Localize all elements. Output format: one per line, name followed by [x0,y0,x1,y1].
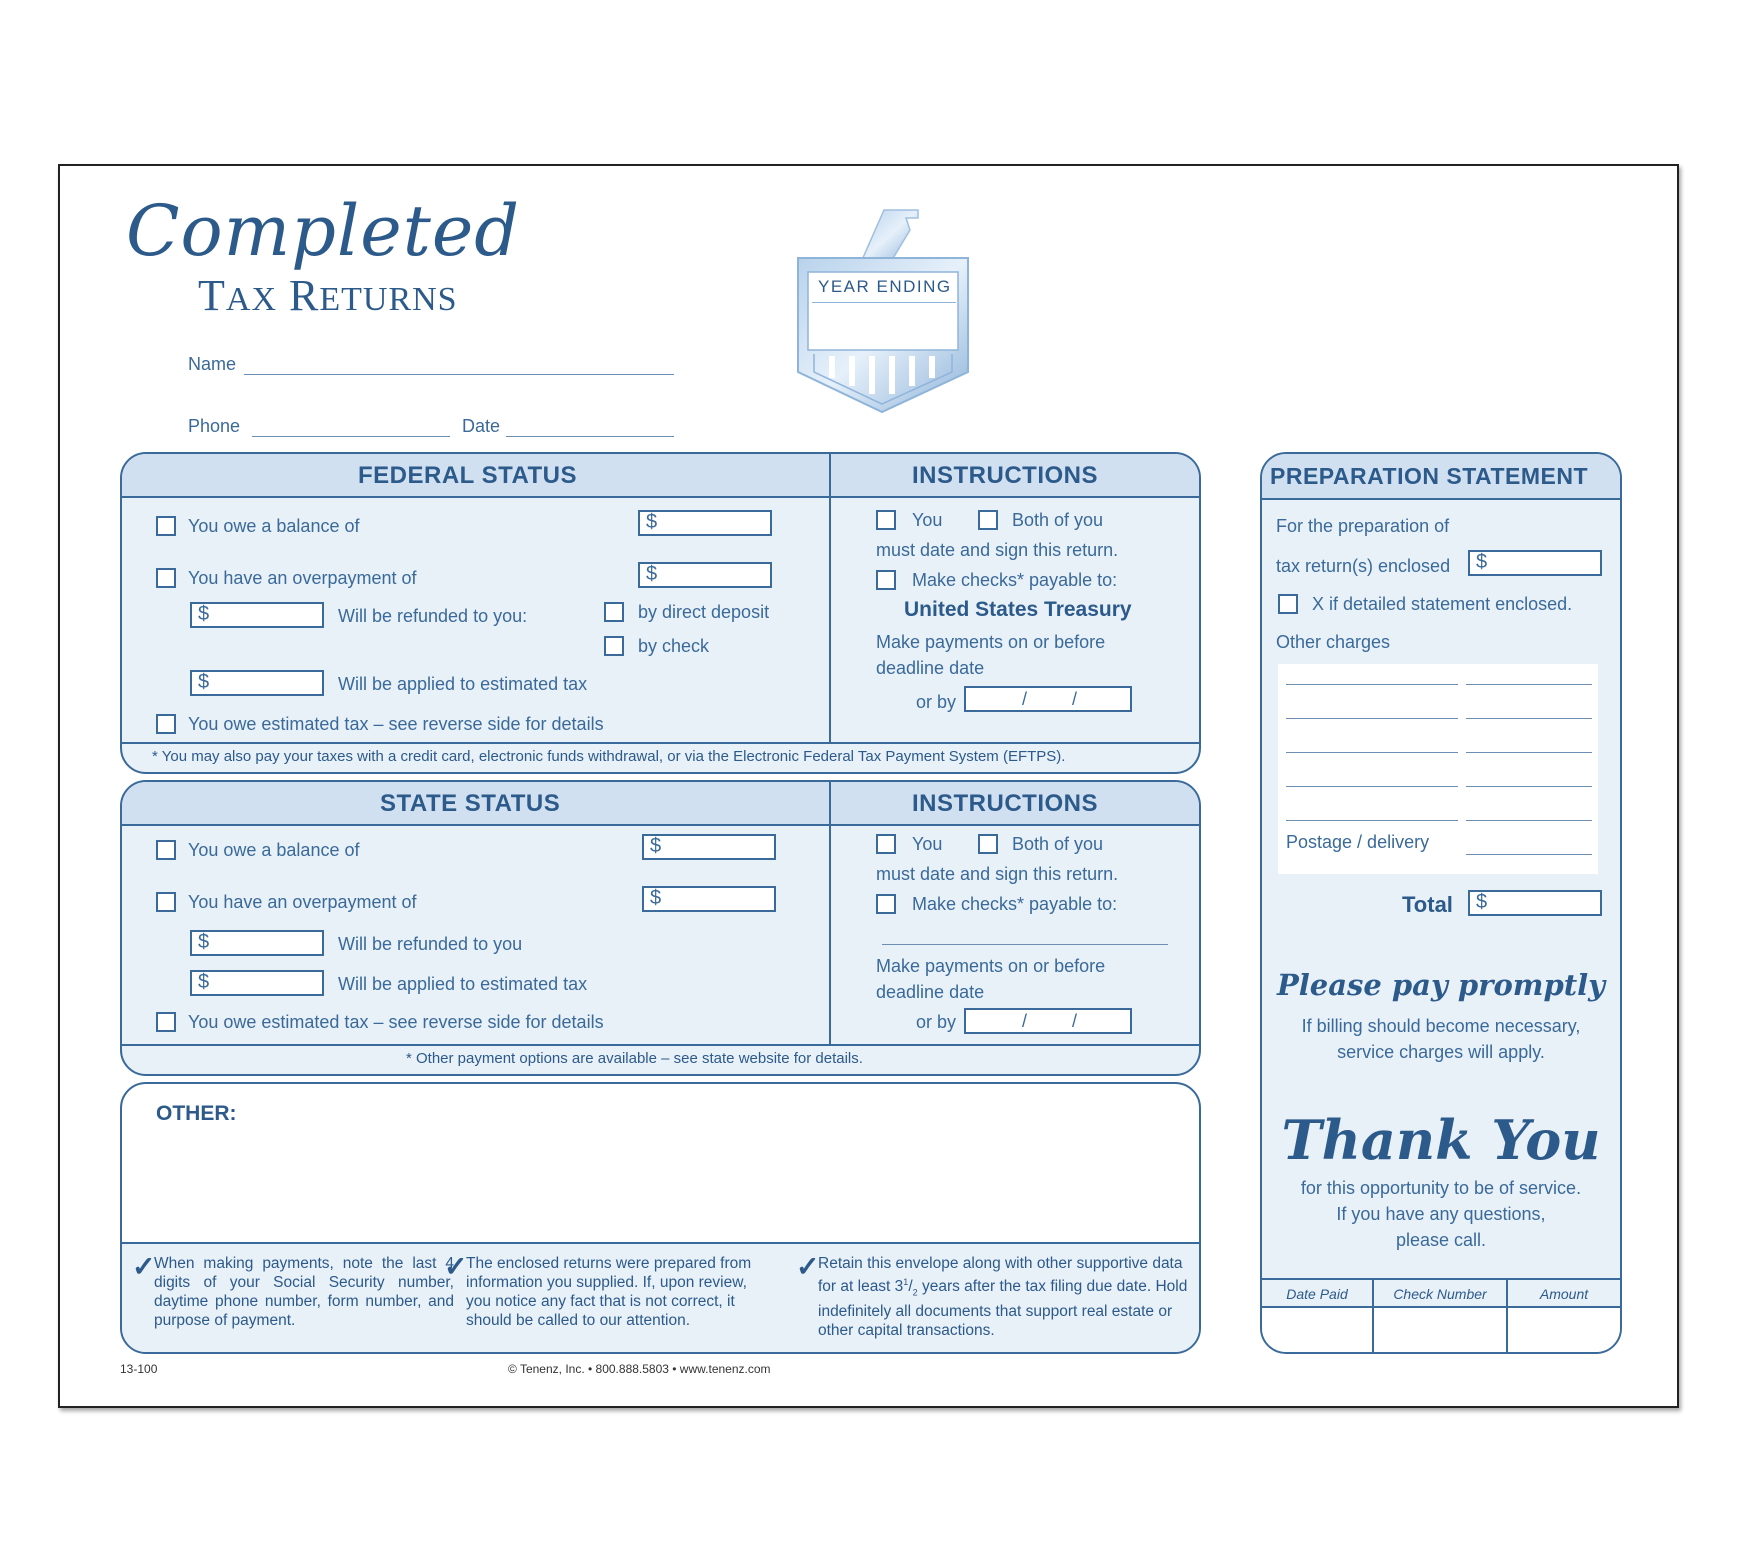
federal-deadline: deadline date [876,658,985,678]
federal-heading: FEDERAL STATUS [358,462,578,489]
other-charges-table [1278,664,1598,874]
payment-record-table [1262,1278,1620,1354]
state-applied-label: Will be applied to estimated tax [338,974,588,994]
thank-you: Thank You [1281,1108,1601,1172]
other-tips-strip [122,1242,1199,1354]
federal-owe-estimated-label: You owe estimated tax – see reverse side for details [188,714,604,734]
federal-you-label: You [912,510,943,530]
form-number: 13-100 [120,1362,158,1376]
state-you-checkbox[interactable] [876,834,896,854]
state-must-sign: must date and sign this return. [876,864,1119,884]
federal-or-by: or by [916,692,957,712]
direct-deposit-label: by direct deposit [638,602,770,622]
state-owe-estimated-checkbox[interactable] [156,1012,176,1032]
state-applied-amount[interactable]: $ [190,970,324,996]
eagle-shield-icon [792,206,974,416]
other-notes-area[interactable] [122,1124,1199,1242]
checkmark-icon: ✓ [796,1251,820,1282]
federal-must-sign: must date and sign this return. [876,540,1119,560]
charge-desc-line[interactable] [1286,718,1458,719]
state-both-label: Both of you [1012,834,1104,854]
opportunity-line-3: please call. [1395,1230,1487,1250]
federal-panel [120,452,1201,774]
tip-retain: Retain this envelope along with other supportive data for at least $3^1/_2$ years after the tax filing due date. Hold indefinitely all documents that support real estate or other capital transactions. [818,1255,1188,1340]
federal-footnote: * You may also pay your taxes with a credit card, electronic funds withdrawal, or via the Electronic Federal Tax Payment System (EFTPS). [152,748,1066,765]
state-instructions-heading: INSTRUCTIONS [912,790,1098,817]
date-paid-cell[interactable] [1262,1308,1372,1354]
form-title: Completed [126,190,521,272]
preparation-heading: PREPARATION STATEMENT [1270,463,1589,489]
state-payee-line[interactable] [882,944,1168,945]
federal-applied-label: Will be applied to estimated tax [338,674,588,694]
state-owe-balance-label: You owe a balance of [188,840,360,860]
federal-overpayment-checkbox[interactable] [156,568,176,588]
federal-owe-balance-checkbox[interactable] [156,516,176,536]
col-date-paid: Date Paid [1286,1286,1348,1302]
state-panel [120,780,1201,1076]
phone-label: Phone [188,416,241,436]
tip-payments: When making payments, note the last 4 digits of your Social Security number, daytime phone number, form number, and purpose of payment. [154,1255,454,1329]
name-field[interactable] [244,354,674,375]
state-or-by-date[interactable]: / / [964,1008,1132,1034]
state-overpayment-label: You have an overpayment of [188,892,417,912]
by-check-checkbox[interactable] [604,636,624,656]
federal-owe-balance-label: You owe a balance of [188,516,360,536]
amount-cell[interactable] [1508,1308,1620,1354]
state-you-label: You [912,834,943,854]
other-charges-label: Other charges [1276,632,1391,652]
federal-owe-estimated-checkbox[interactable] [156,714,176,734]
federal-make-checks-label: Make checks* payable to: [912,570,1118,590]
state-owe-balance-amount[interactable]: $ [642,834,776,860]
federal-overpayment-amount[interactable]: $ [638,562,772,588]
other-panel [120,1082,1201,1354]
billing-line-1: If billing should become necessary, [1301,1016,1581,1036]
charge-desc-line[interactable] [1286,820,1458,821]
date-field[interactable] [506,416,674,437]
charge-desc-line[interactable] [1286,684,1458,685]
postage-label: Postage / delivery [1286,832,1430,852]
checkmark-icon: ✓ [444,1251,468,1282]
date-label: Date [462,416,501,436]
state-overpayment-checkbox[interactable] [156,892,176,912]
direct-deposit-checkbox[interactable] [604,602,624,622]
other-heading: OTHER: [156,1102,237,1125]
federal-divider [829,454,831,744]
returns-enclosed-label: tax return(s) enclosed [1276,556,1451,576]
state-owe-balance-checkbox[interactable] [156,840,176,860]
state-make-checks-checkbox[interactable] [876,894,896,914]
state-overpayment-amount[interactable]: $ [642,886,776,912]
state-owe-estimated-label: You owe estimated tax – see reverse side for details [188,1012,604,1032]
state-refunded-label: Will be refunded to you [338,934,523,954]
federal-instructions-heading: INSTRUCTIONS [912,462,1098,489]
by-check-label: by check [638,636,710,656]
detailed-statement-label: X if detailed statement enclosed. [1312,594,1573,614]
state-deadline: deadline date [876,982,985,1002]
federal-make-payments: Make payments on or before [876,632,1106,652]
phone-field[interactable] [252,416,450,437]
federal-applied-amount[interactable]: $ [190,670,324,696]
state-make-checks-label: Make checks* payable to: [912,894,1118,914]
state-footnote: * Other payment options are available – see state website for details. [406,1050,863,1067]
year-ending-badge [792,206,974,416]
charge-amount-line[interactable] [1466,820,1592,821]
year-ending-label: YEAR ENDING [818,277,952,296]
year-ending-label-strip [812,274,956,303]
total-label: Total [1402,892,1453,917]
charge-amount-line[interactable] [1466,718,1592,719]
state-divider [829,782,831,1046]
federal-refund-amount[interactable]: $ [190,602,324,628]
federal-owe-balance-amount[interactable]: $ [638,510,772,536]
charge-amount-line[interactable] [1466,684,1592,685]
total-amount[interactable]: $ [1468,890,1602,916]
state-footnote-divider [122,1044,1199,1046]
company-info: © Tenenz, Inc. • 800.888.5803 • www.tenenz.com [508,1362,771,1376]
check-number-cell[interactable] [1374,1308,1506,1354]
federal-both-checkbox[interactable] [978,510,998,530]
charge-desc-line[interactable] [1286,752,1458,753]
preparation-amount[interactable]: $ [1468,550,1602,576]
name-label: Name [188,354,237,374]
federal-you-checkbox[interactable] [876,510,896,530]
state-or-by: or by [916,1012,957,1032]
form-subtitle: TAX RETURNS [198,271,458,320]
federal-make-checks-checkbox[interactable] [876,570,896,590]
opportunity-line-1: for this opportunity to be of service. [1300,1178,1582,1198]
preparation-panel [1260,452,1622,1354]
col-check-number: Check Number [1393,1286,1487,1302]
opportunity-line-2: If you have any questions, [1336,1204,1546,1224]
charge-amount-line[interactable] [1466,786,1592,787]
tip-prepared: The enclosed returns were prepared from information you supplied. If, upon review, you notice any fact that is not correct, it should be called to our attention. [466,1255,752,1329]
state-make-payments: Make payments on or before [876,956,1106,976]
federal-payee: United States Treasury [904,598,1132,621]
col-amount: Amount [1539,1286,1589,1302]
please-pay-promptly: Please pay promptly [1276,968,1606,1002]
for-preparation-label: For the preparation of [1276,516,1450,536]
charge-desc-line[interactable] [1286,786,1458,787]
state-both-checkbox[interactable] [978,834,998,854]
charge-amount-line[interactable] [1466,752,1592,753]
postage-amount-line[interactable] [1466,854,1592,855]
federal-refunded-label: Will be refunded to you: [338,606,528,626]
state-heading: STATE STATUS [380,790,561,817]
state-refund-amount[interactable]: $ [190,930,324,956]
federal-footnote-divider [122,742,1199,744]
federal-both-label: Both of you [1012,510,1104,530]
checkmark-icon: ✓ [132,1251,156,1282]
federal-overpayment-label: You have an overpayment of [188,568,417,588]
billing-line-2: service charges will apply. [1337,1042,1545,1062]
federal-or-by-date[interactable]: / / [964,686,1132,712]
detailed-statement-checkbox[interactable] [1278,594,1298,614]
